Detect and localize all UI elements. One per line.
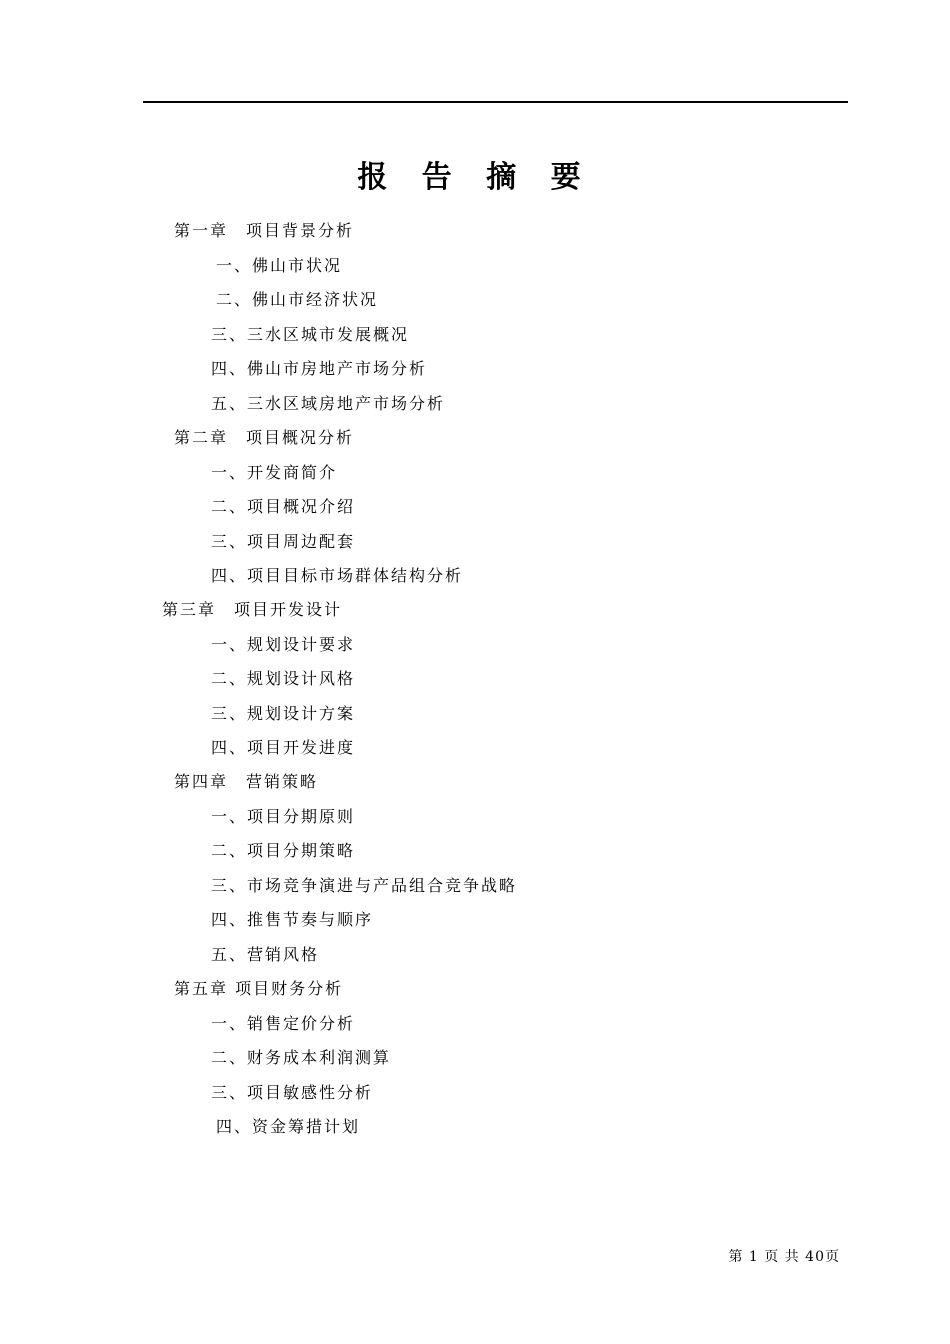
toc-chapter-2: 第二章 项目概况分析: [174, 428, 355, 447]
toc-item: 二、项目分期策略: [211, 841, 356, 860]
toc-item: 二、规划设计风格: [211, 669, 356, 688]
toc-item: 二、项目概况介绍: [211, 497, 356, 516]
toc-item: 五、营销风格: [211, 945, 320, 964]
page-number-footer: 第 1 页 共 40页: [728, 1249, 840, 1265]
toc-item: 五、三水区域房地产市场分析: [211, 394, 446, 413]
toc-item: 三、市场竞争演进与产品组合竞争战略: [211, 876, 518, 895]
toc-item: 三、规划设计方案: [211, 704, 356, 723]
toc-item: 四、佛山市房地产市场分析: [211, 359, 428, 378]
page-title: 报 告 摘 要: [357, 160, 593, 195]
toc-chapter-5: 第五章 项目财务分析: [174, 979, 344, 998]
toc-item: 二、财务成本利润测算: [211, 1048, 392, 1067]
toc-item: 一、规划设计要求: [211, 635, 356, 654]
toc-item: 三、项目周边配套: [211, 532, 356, 551]
toc-chapter-3: 第三章 项目开发设计: [162, 600, 343, 619]
toc-item: 一、项目分期原则: [211, 807, 356, 826]
toc-item: 二、佛山市经济状况: [216, 290, 379, 309]
toc-item: 一、开发商简介: [211, 463, 338, 482]
toc-item: 四、项目开发进度: [211, 738, 356, 757]
toc-item: 四、推售节奏与顺序: [211, 910, 374, 929]
toc-item: 三、三水区城市发展概况: [211, 325, 410, 344]
toc-item: 一、销售定价分析: [211, 1014, 356, 1033]
toc-chapter-4: 第四章 营销策略: [174, 772, 319, 791]
toc-chapter-1: 第一章 项目背景分析: [174, 221, 355, 240]
toc-item: 三、项目敏感性分析: [211, 1083, 374, 1102]
toc-item: 四、项目目标市场群体结构分析: [211, 566, 464, 585]
toc-item: 一、佛山市状况: [216, 256, 343, 275]
toc-item: 四、资金筹措计划: [216, 1117, 361, 1136]
